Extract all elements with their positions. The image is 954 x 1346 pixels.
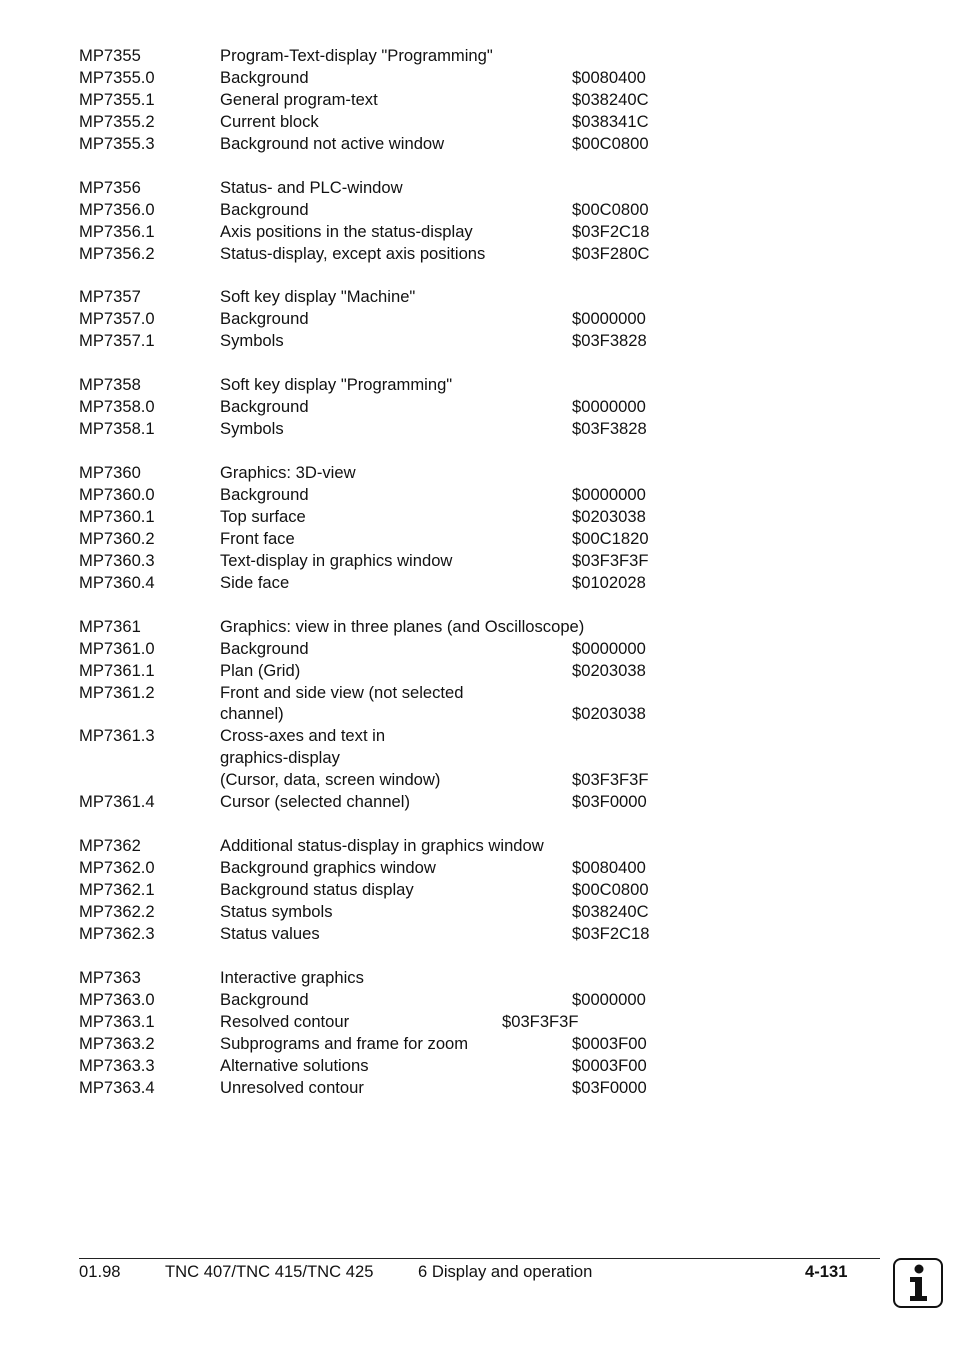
parameter-description: graphics-display [220,748,340,768]
parameter-value: $0003F00 [572,1055,647,1075]
parameter-code: MP7361.0 [79,638,155,658]
parameter-description: Soft key display "Machine" [220,287,416,307]
parameter-description: Status-display, except axis positions [220,243,486,263]
footer-chapter: 6 Display and operation [418,1262,593,1281]
parameter-code: MP7360.2 [79,528,155,548]
parameter-code: MP7355 [79,46,141,65]
parameter-description: channel) [220,704,284,724]
parameter-row [79,989,719,1011]
parameter-code: MP7357.0 [79,309,155,329]
parameter-code: MP7356.2 [79,243,155,263]
parameter-value: $038240C [572,901,649,921]
footer-divider [79,1258,880,1259]
parameter-code: MP7355.3 [79,133,155,153]
parameter-row [79,1011,719,1033]
parameter-code: MP7357 [79,287,141,307]
parameter-description: Symbols [220,419,284,439]
parameter-code: MP7356.1 [79,221,155,241]
parameter-code: MP7358.0 [79,397,155,417]
parameter-row [79,308,719,330]
parameter-row [79,111,719,133]
parameter-row [79,528,719,550]
parameter-description: Background [220,199,309,219]
parameter-code: MP7361 [79,616,141,636]
parameter-description: Status symbols [220,901,333,921]
parameter-value: $038240C [572,89,649,109]
parameter-description: Symbols [220,331,284,351]
parameter-code: MP7356.0 [79,199,155,219]
parameter-description: Background [220,67,309,87]
parameter-code: MP7355.1 [79,89,155,109]
parameter-description: Front and side view (not selected [220,682,464,702]
parameter-code: MP7360.3 [79,550,155,570]
parameter-row [79,638,719,660]
parameter-code: MP7360.1 [79,506,155,526]
footer-model: TNC 407/TNC 415/TNC 425 [165,1262,374,1281]
parameter-code: MP7358.1 [79,419,155,439]
parameter-row [79,133,719,155]
parameter-code: MP7362.1 [79,880,155,899]
parameter-code: MP7360.0 [79,485,155,504]
parameter-value: $00C1820 [572,528,649,548]
parameter-row [79,572,719,594]
parameter-value: $038341C [572,111,649,131]
parameter-description: Unresolved contour [220,1077,364,1097]
parameter-value: $03F280C [572,243,650,263]
parameter-row [79,835,719,857]
parameter-value: $0080400 [572,858,646,878]
parameter-row [79,1077,719,1099]
page-number: 4-131 [805,1262,848,1281]
parameter-code: MP7360 [79,463,141,483]
parameter-code: MP7362.2 [79,901,155,921]
parameter-description: Current block [220,111,319,131]
parameter-description: Background [220,397,309,417]
parameter-code: MP7362 [79,836,141,856]
parameter-row [79,550,719,572]
parameter-description: Background [220,309,309,329]
parameter-value: $00C0800 [572,133,649,153]
footer-date: 01.98 [79,1262,121,1281]
parameter-code: MP7358 [79,375,141,395]
parameter-value: $03F2C18 [572,221,650,241]
group-spacer [79,264,719,286]
parameter-description: Cursor (selected channel) [220,792,410,812]
parameter-description: Status values [220,923,320,943]
parameter-description: Status- and PLC-window [220,177,403,197]
parameter-code: MP7363.0 [79,989,155,1009]
group-spacer [79,352,719,374]
parameter-value: $00C0800 [572,880,649,899]
parameter-code: MP7362.3 [79,923,155,943]
parameter-value: $03F3F3F [572,550,649,570]
parameter-code: MP7361.3 [79,726,155,746]
parameter-row [79,89,719,111]
parameter-code: MP7355.2 [79,111,155,131]
parameter-row [79,901,719,923]
parameter-row [79,660,719,682]
parameter-row [79,506,719,528]
parameter-row [79,1055,719,1077]
parameter-row [79,177,719,199]
parameter-description: Cross-axes and text in [220,726,386,746]
parameter-description: Interactive graphics [220,967,364,987]
parameter-code: MP7356 [79,177,141,197]
parameter-row [79,616,719,638]
parameter-row [79,243,719,265]
parameter-code: MP7361.4 [79,792,155,812]
parameter-row [79,396,719,418]
parameter-row [79,286,719,308]
parameter-description: Background status display [220,880,414,899]
parameter-list [79,45,719,1098]
parameter-row [79,791,719,813]
parameter-value: $03F2C18 [572,923,650,943]
info-icon [893,1258,943,1308]
parameter-description: General program-text [220,89,378,109]
parameter-code: MP7362.0 [79,858,155,878]
parameter-code: MP7361.2 [79,682,155,702]
parameter-row [79,484,719,506]
parameter-description: Background [220,485,309,504]
parameter-description: Background graphics window [220,858,436,878]
parameter-description: Alternative solutions [220,1055,369,1075]
parameter-row [79,45,719,67]
parameter-value: $00C0800 [572,199,649,219]
parameter-value: $0000000 [572,397,646,417]
parameter-description: Background not active window [220,133,445,153]
parameter-description: Subprograms and frame for zoom [220,1033,469,1053]
parameter-value: $0203038 [572,660,646,680]
parameter-value: $0080400 [572,67,646,87]
parameter-description: Graphics: view in three planes (and Oscilloscope) [220,616,585,636]
parameter-description: Background [220,989,309,1009]
group-spacer [79,945,719,967]
parameter-description: Additional status-display in graphics window [220,836,544,856]
parameter-row [79,418,719,440]
parameter-code: MP7363.4 [79,1077,155,1097]
parameter-row [79,1033,719,1055]
parameter-value: $0000000 [572,485,646,504]
parameter-value: $03F3828 [572,419,647,439]
parameter-row [79,769,719,791]
parameter-value: $0203038 [572,704,646,724]
group-spacer [79,594,719,616]
parameter-code: MP7363.2 [79,1033,155,1053]
parameter-value: $0000000 [572,309,646,329]
parameter-value: $03F0000 [572,792,647,812]
parameter-description: Front face [220,528,295,548]
parameter-description: Soft key display "Programming" [220,375,453,395]
parameter-code: MP7355.0 [79,67,155,87]
parameter-value: $0203038 [572,506,646,526]
parameter-value: $0000000 [572,638,646,658]
parameter-value: $03F3828 [572,331,647,351]
parameter-row [79,703,719,725]
parameter-description: Program-Text-display "Programming" [220,46,493,65]
parameter-row [79,67,719,89]
parameter-value: $03F3F3F [572,770,649,790]
parameter-code: MP7360.4 [79,572,155,592]
group-spacer [79,440,719,462]
parameter-description: Top surface [220,506,306,526]
parameter-description: Background [220,638,309,658]
parameter-row [79,857,719,879]
parameter-value: $0000000 [572,989,646,1009]
parameter-row [79,199,719,221]
parameter-code: MP7363.3 [79,1055,155,1075]
parameter-description: Graphics: 3D-view [220,463,356,483]
parameter-description: Resolved contour [220,1011,350,1031]
parameter-value: $03F0000 [572,1077,647,1097]
parameter-description: Side face [220,572,290,592]
parameter-value: $0102028 [572,572,646,592]
parameter-description: Plan (Grid) [220,660,301,680]
parameter-description: Axis positions in the status-display [220,221,473,241]
parameter-code: MP7363 [79,967,141,987]
group-spacer [79,155,719,177]
parameter-row [79,221,719,243]
parameter-row [79,374,719,396]
parameter-row [79,682,719,704]
group-spacer [79,813,719,835]
parameter-description: Text-display in graphics window [220,550,453,570]
parameter-code: MP7363.1 [79,1011,155,1031]
parameter-row [79,879,719,901]
parameter-value: $03F3F3F [502,1011,579,1031]
parameter-row [79,747,719,769]
parameter-row [79,330,719,352]
parameter-description: (Cursor, data, screen window) [220,770,441,790]
parameter-code: MP7357.1 [79,331,155,351]
parameter-row [79,923,719,945]
parameter-code: MP7361.1 [79,660,155,680]
parameter-row [79,462,719,484]
parameter-row [79,725,719,747]
parameter-value: $0003F00 [572,1033,647,1053]
parameter-row [79,967,719,989]
